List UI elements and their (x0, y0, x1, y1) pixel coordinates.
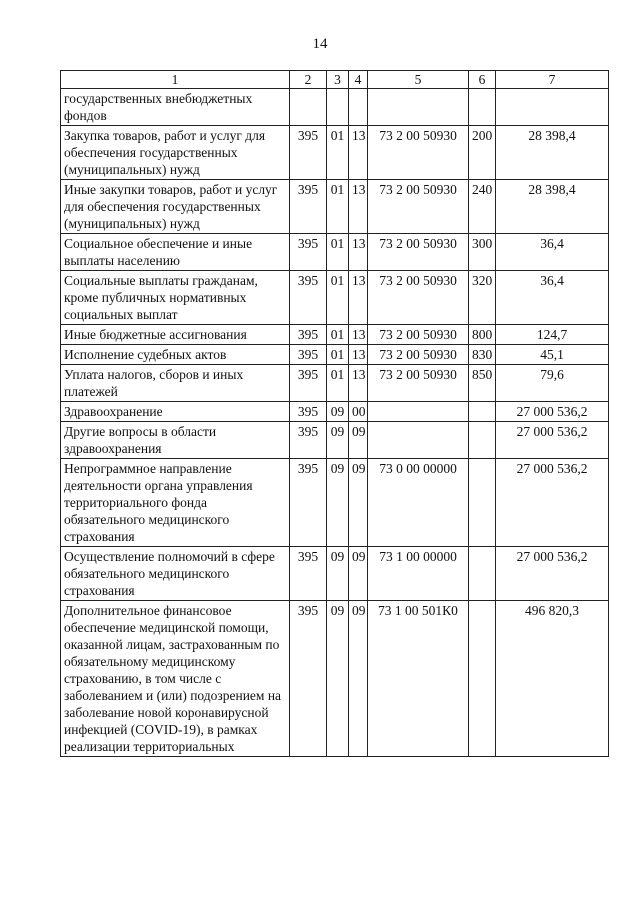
table-row (61, 271, 609, 325)
row-amount: 79,6 (496, 365, 609, 402)
row-target-article (368, 422, 469, 459)
row-target-article: 73 2 00 50930 (368, 345, 469, 365)
row-target-article: 73 2 00 50930 (368, 365, 469, 402)
row-admin-code: 395 (290, 345, 327, 365)
row-target-article: 73 1 00 00000 (368, 547, 469, 601)
table-row (61, 422, 609, 459)
row-name: государственных внебюджетных фондов (61, 89, 290, 126)
row-section: 01 (327, 180, 349, 234)
row-amount: 28 398,4 (496, 180, 609, 234)
row-subsection: 13 (349, 365, 368, 402)
row-amount: 36,4 (496, 234, 609, 271)
page-number: 14 (312, 36, 328, 52)
row-subsection: 13 (349, 325, 368, 345)
row-subsection: 13 (349, 234, 368, 271)
row-admin-code: 395 (290, 459, 327, 547)
row-amount: 27 000 536,2 (496, 402, 609, 422)
row-amount: 27 000 536,2 (496, 422, 609, 459)
table-row (61, 365, 609, 402)
row-name: Социальное обеспечение и иные выплаты населению (61, 234, 290, 271)
table-row (61, 234, 609, 271)
row-section (327, 89, 349, 126)
row-admin-code: 395 (290, 234, 327, 271)
budget-table (60, 70, 609, 757)
row-expense-type (469, 459, 496, 547)
row-admin-code: 395 (290, 365, 327, 402)
table-header-row (61, 71, 609, 89)
row-expense-type (469, 601, 496, 757)
row-target-article: 73 1 00 501К0 (368, 601, 469, 757)
row-section: 09 (327, 402, 349, 422)
row-section: 01 (327, 126, 349, 180)
row-name: Дополнительное финансовое обеспечение медицинской помощи, оказанной лицам, застрахованным по обязательному медицинскому страхованию, в том числе с заболеванием и (или) подозрением на заболевание новой коронавирусной инфекцией (COVID-19), в рамках реализации территориальных (61, 601, 290, 757)
row-expense-type: 850 (469, 365, 496, 402)
row-section: 01 (327, 271, 349, 325)
row-subsection: 09 (349, 422, 368, 459)
row-name: Осуществление полномочий в сфере обязательного медицинского страхования (61, 547, 290, 601)
row-target-article (368, 89, 469, 126)
row-expense-type: 800 (469, 325, 496, 345)
row-admin-code: 395 (290, 180, 327, 234)
row-expense-type: 320 (469, 271, 496, 325)
row-subsection: 09 (349, 601, 368, 757)
row-admin-code: 395 (290, 325, 327, 345)
row-subsection: 13 (349, 126, 368, 180)
row-section: 09 (327, 547, 349, 601)
row-target-article: 73 2 00 50930 (368, 126, 469, 180)
row-expense-type: 240 (469, 180, 496, 234)
header-col-5: 5 (368, 71, 469, 89)
row-name: Уплата налогов, сборов и иных платежей (61, 365, 290, 402)
row-expense-type: 300 (469, 234, 496, 271)
row-subsection: 00 (349, 402, 368, 422)
row-section: 01 (327, 234, 349, 271)
table-row (61, 325, 609, 345)
row-section: 01 (327, 325, 349, 345)
row-target-article: 73 2 00 50930 (368, 271, 469, 325)
row-expense-type: 200 (469, 126, 496, 180)
row-expense-type: 830 (469, 345, 496, 365)
header-col-1: 1 (61, 71, 290, 89)
header-col-6: 6 (469, 71, 496, 89)
row-admin-code: 395 (290, 402, 327, 422)
table-row (61, 345, 609, 365)
table-row (61, 126, 609, 180)
header-col-4: 4 (349, 71, 368, 89)
row-amount: 27 000 536,2 (496, 547, 609, 601)
row-target-article: 73 2 00 50930 (368, 234, 469, 271)
row-section: 09 (327, 422, 349, 459)
row-expense-type (469, 422, 496, 459)
row-target-article: 73 2 00 50930 (368, 180, 469, 234)
row-section: 01 (327, 365, 349, 402)
row-subsection: 09 (349, 547, 368, 601)
row-subsection: 13 (349, 271, 368, 325)
row-name: Непрограммное направление деятельности органа управления территориального фонда обязательного медицинского страхования (61, 459, 290, 547)
row-name: Иные бюджетные ассигнования (61, 325, 290, 345)
row-name: Социальные выплаты гражданам, кроме публичных нормативных социальных выплат (61, 271, 290, 325)
row-amount: 45,1 (496, 345, 609, 365)
row-amount: 28 398,4 (496, 126, 609, 180)
row-name: Исполнение судебных актов (61, 345, 290, 365)
row-admin-code: 395 (290, 601, 327, 757)
row-amount: 496 820,3 (496, 601, 609, 757)
header-col-2: 2 (290, 71, 327, 89)
row-admin-code (290, 89, 327, 126)
table-row (61, 89, 609, 126)
table-row (61, 402, 609, 422)
table-row (61, 601, 609, 757)
row-expense-type (469, 547, 496, 601)
row-section: 09 (327, 459, 349, 547)
row-amount: 124,7 (496, 325, 609, 345)
row-admin-code: 395 (290, 547, 327, 601)
row-section: 01 (327, 345, 349, 365)
row-amount: 36,4 (496, 271, 609, 325)
row-name: Другие вопросы в области здравоохранения (61, 422, 290, 459)
table-row (61, 547, 609, 601)
row-target-article (368, 402, 469, 422)
table-row (61, 459, 609, 547)
row-target-article: 73 0 00 00000 (368, 459, 469, 547)
row-subsection (349, 89, 368, 126)
row-subsection: 09 (349, 459, 368, 547)
row-amount: 27 000 536,2 (496, 459, 609, 547)
row-subsection: 13 (349, 345, 368, 365)
table-row (61, 180, 609, 234)
row-name: Здравоохранение (61, 402, 290, 422)
row-amount (496, 89, 609, 126)
row-admin-code: 395 (290, 271, 327, 325)
row-admin-code: 395 (290, 126, 327, 180)
row-name: Закупка товаров, работ и услуг для обеспечения государственных (муниципальных) нужд (61, 126, 290, 180)
row-subsection: 13 (349, 180, 368, 234)
header-col-7: 7 (496, 71, 609, 89)
header-col-3: 3 (327, 71, 349, 89)
row-target-article: 73 2 00 50930 (368, 325, 469, 345)
row-name: Иные закупки товаров, работ и услуг для обеспечения государственных (муниципальных) нужд (61, 180, 290, 234)
row-section: 09 (327, 601, 349, 757)
row-expense-type (469, 402, 496, 422)
row-admin-code: 395 (290, 422, 327, 459)
row-expense-type (469, 89, 496, 126)
